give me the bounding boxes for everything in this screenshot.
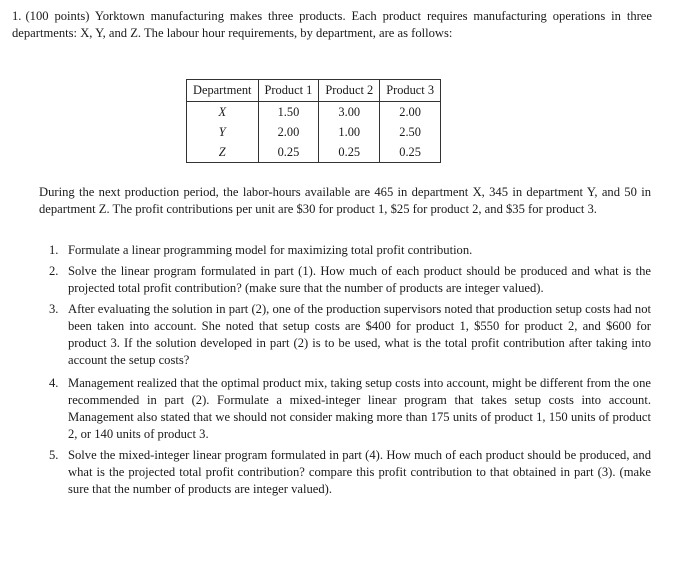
header-product-2: Product 2	[319, 80, 380, 102]
question-intro	[12, 8, 652, 42]
table-row	[187, 122, 441, 142]
part-number: 2.	[49, 264, 59, 278]
list-item	[39, 301, 651, 369]
question-number: 1.	[12, 9, 22, 23]
header-product-1: Product 1	[258, 80, 319, 102]
part-number: 3.	[49, 302, 59, 316]
cell-value: 0.25	[258, 142, 319, 163]
cell-value: 2.00	[380, 102, 441, 123]
cell-value: 0.25	[380, 142, 441, 163]
production-paragraph: During the next production period, the labor-hours available are 465 in department X, 345 in department Y, and 50 in department Z. The profit contributions per unit are $30 for product 1, $25 for product 2, and $35 for product 3.	[39, 185, 651, 216]
cell-value: 1.50	[258, 102, 319, 123]
part-text: Solve the mixed-integer linear program formulated in part (4). How much of each product should be produced, and what is the projected total profit contribution? compare this profit contribution to that obtained in part (3). (make sure that the number of products are integer valued).	[68, 448, 651, 496]
cell-value: 1.00	[319, 122, 380, 142]
list-item	[39, 242, 651, 259]
list-item	[39, 375, 651, 443]
labour-hours-table	[186, 79, 441, 163]
part-text: After evaluating the solution in part (2), one of the production supervisors noted that production setup costs had not been taken into account. She noted that setup costs are $400 for product 1, $550 for product 2, and $600 for product 3. If the solution developed in part (2) is to be used, what is the total profit contribution after taking into account the setup costs?	[68, 302, 651, 367]
table-header-row	[187, 80, 441, 102]
part-number: 1.	[49, 243, 59, 257]
list-item	[39, 447, 651, 498]
cell-value: 3.00	[319, 102, 380, 123]
cell-department: Y	[187, 122, 259, 142]
cell-value: 0.25	[319, 142, 380, 163]
cell-department: X	[187, 102, 259, 123]
cell-department: Z	[187, 142, 259, 163]
part-number: 5.	[49, 448, 59, 462]
header-product-3: Product 3	[380, 80, 441, 102]
part-number: 4.	[49, 376, 59, 390]
question-parts-list	[39, 242, 651, 498]
header-department: Department	[187, 80, 259, 102]
question-intro-text: (100 points) Yorktown manufacturing makes three products. Each product requires manufacturing operations in three departments: X, Y, and Z. The labour hour requirements, by department, are as follows:	[12, 9, 652, 40]
cell-value: 2.50	[380, 122, 441, 142]
table-row	[187, 102, 441, 123]
list-item	[39, 263, 651, 297]
part-text: Solve the linear program formulated in part (1). How much of each product should be produced and what is the projected total profit contribution? (make sure that the number of products are integer valued).	[68, 264, 651, 295]
part-text: Formulate a linear programming model for maximizing total profit contribution.	[68, 243, 473, 257]
part-text: Management realized that the optimal product mix, taking setup costs into account, might be different from the one recommended in part (2). Formulate a mixed-integer linear program that takes setup costs into account. Management also stated that we should not consider making more than 175 units of product 1, 150 units of product 2, or 140 units of product 3.	[68, 376, 651, 441]
table-row	[187, 142, 441, 163]
cell-value: 2.00	[258, 122, 319, 142]
